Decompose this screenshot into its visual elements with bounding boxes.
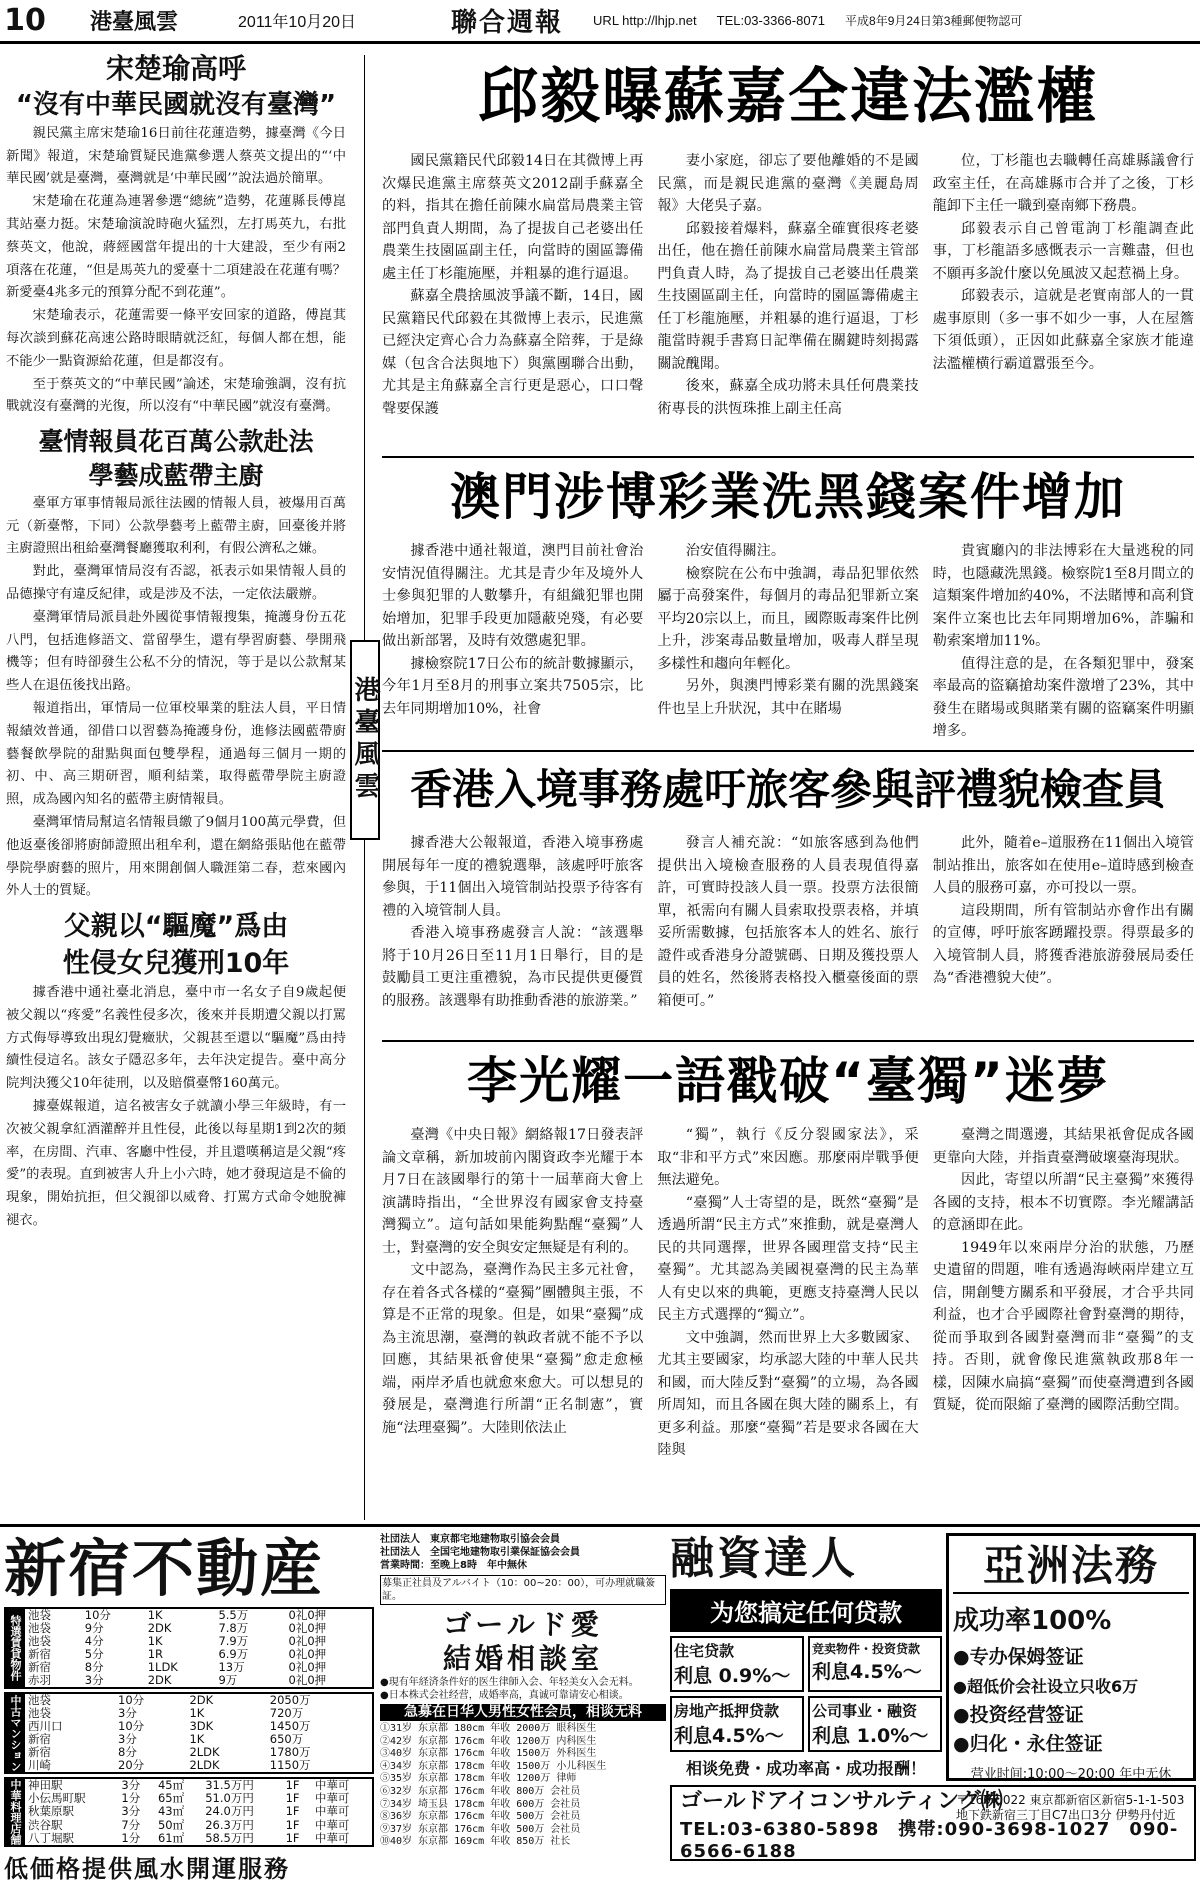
- table-cell: 0礼0押: [288, 1673, 327, 1687]
- service-item: ●归化・永住签证: [953, 1733, 1103, 1755]
- table-cell: 中華可: [314, 1804, 350, 1819]
- text-column: 發言人補充說：“如旅客感到為他們提供出入境檢查服務的人員表現值得嘉許，可實時投該人員一票。投票方法很簡單，祇需向有關人員索取投票表格，并填妥所需數據，包括旅客本人的姓名、旅行證件或香港身分證號碼、日期及獲投票人員的姓名，然後將表格投入櫃臺後面的票箱便可。”: [657, 835, 919, 1009]
- table-cell: 13万: [218, 1660, 245, 1674]
- table-cell: 1780万: [269, 1745, 311, 1759]
- table-cell: 2050万: [269, 1693, 311, 1707]
- table-cell: 9万: [218, 1673, 238, 1687]
- company-name: ゴールドアイコンサルティング㈱: [680, 1789, 1003, 1814]
- table-cell: 65㎡: [157, 1791, 185, 1806]
- table-cell: 5.5万: [218, 1608, 249, 1622]
- ad-gold-marriage[interactable]: [380, 1533, 666, 1861]
- table-cell: 小伝馬町駅: [28, 1791, 86, 1806]
- section-name: 港臺風雲: [90, 9, 179, 34]
- table-row: [5, 1819, 373, 1832]
- text-column: 臺灣《中央日報》網絡報17日發表評論文章稱，新加坡前內閣資政李光耀于本月7日在該國舉行的第十一屆華商大會上演講時指出，“全世界沒有國家會支持臺灣獨立”。這句話如果能夠點醒“臺獨”人士，對臺灣的安全與安定無疑是有利的。 文中認為，臺灣作為民主多元社會，存在着各式各樣的“臺獨”團體與主張，不算是不正常的現象。但是，如果“臺獨”成為主流思潮，臺灣的執政者就不能不予以回應，其結果祇會使果“臺獨”愈走愈極端，兩岸矛盾也就愈來愈大。可以想見的發展是，臺灣進行所謂“正名制憲”，實施“法理臺獨”。大陸則依法止: [382, 1127, 644, 1436]
- article-title: 父親以“驅魔”爲由 性侵女兒獲刑10年: [62, 911, 290, 979]
- table-cell: 0礼0押: [288, 1621, 327, 1635]
- page-number: 10: [4, 3, 46, 38]
- left-column: [6, 50, 346, 1522]
- candidate-row: ⑤35岁 东京都 178cm 年收 1200万 律师: [380, 1773, 577, 1785]
- service-item: ●专办保姆签证: [953, 1646, 1084, 1668]
- category-label: 特選賃貸物件: [5, 1608, 25, 1688]
- table-cell: 八丁堀駅: [28, 1830, 74, 1845]
- success-rate: 成功率100%: [953, 1606, 1112, 1636]
- table-cell: 中華可: [314, 1778, 350, 1793]
- table-cell: 43㎡: [157, 1804, 185, 1819]
- table-cell: 赤羽: [28, 1673, 51, 1687]
- rent-table: [4, 1607, 374, 1689]
- table-cell: 池袋: [28, 1621, 51, 1635]
- table-cell: 新宿: [28, 1647, 51, 1661]
- table-cell: 2LDK: [189, 1758, 220, 1772]
- point: ●現有年経済条件好的医生律師入会、年轻美女入会无料。: [380, 1677, 639, 1688]
- table-cell: 8分: [84, 1660, 104, 1674]
- headline: 澳門涉博彩業洗黑錢案件增加: [450, 468, 1126, 526]
- table-cell: 池袋: [28, 1634, 51, 1648]
- article-body: 據香港中通社臺北消息，臺中市一名女子自9歲起便被父親以“疼愛”名義性侵多次，後來并長期遭父親以打罵方式侮辱導致出現幻覺癥狀，父親甚至還以“驅魔”爲由持續性侵這名。該女子隱忍多年，去年決定提告。臺中高分院判決獲父10年徒刑，以及賠償臺幣160萬元。 據臺媒報道，這名被害女子就讀小學三年級時，有一次被父親拿紅酒灌醉并且性侵，此後以每星期1到2次的頻率，在房間、汽車、客廳中性侵，并且還嘆稱這是父親“疼愛”的表現。直到被害人升上小六時，她才發現這是不倫的現象，開始抗拒，但父親卻以威脅、打罵方式命令她脫褲褪衣。: [6, 984, 346, 1228]
- table-cell: 5分: [84, 1647, 104, 1661]
- table-cell: 3分: [118, 1706, 137, 1720]
- loan-sub: 为您搞定任何贷款: [670, 1589, 942, 1632]
- table-cell: 3DK: [189, 1719, 214, 1733]
- table-cell: 1450万: [269, 1719, 311, 1733]
- ad-shinjuku-realestate[interactable]: [4, 1532, 374, 1883]
- table-cell: 1K: [147, 1634, 163, 1648]
- recruit-banner: 急募在日华人男性女性会员，相谈无料: [380, 1704, 666, 1721]
- table-cell: 0礼0押: [288, 1634, 327, 1648]
- table-cell: 0礼0押: [288, 1647, 327, 1661]
- table-cell: 1LDK: [147, 1660, 178, 1674]
- service-item: ●超低价会社设立只收6万: [953, 1677, 1139, 1696]
- table-cell: 9分: [84, 1621, 104, 1635]
- assoc-line: 社団法人 東京都宅地建物取引協会会員: [380, 1534, 560, 1545]
- article-qiuyi: [382, 52, 1194, 460]
- loan-type: 房地产抵押贷款 利息4.5%～: [670, 1696, 804, 1752]
- loan-type: 住宅贷款 利息 0.9%～: [670, 1636, 804, 1692]
- divider: [382, 1040, 1194, 1042]
- table-cell: 650万: [269, 1732, 304, 1746]
- sale-table: [4, 1692, 374, 1774]
- office-table: [4, 1777, 374, 1847]
- table-cell: 1150万: [269, 1758, 311, 1772]
- table-cell: 58.5万円: [205, 1830, 254, 1845]
- article-macau: [382, 460, 1194, 740]
- table-cell: 7.9万: [218, 1634, 249, 1648]
- section-sidebar-label: 港臺風雲: [350, 640, 380, 840]
- text-column: 位，丁杉龍也去職轉任高雄縣議會行政室主任，在高雄縣市合并了之後，丁杉龍卸下主任一職到臺南鄉下務農。 邱毅表示自己曾電詢丁杉龍調查此事，丁杉龍語多感慨表示一言難盡，但也不願再多說什麼以免風波又起惹禍上身。 邱毅表示，這就是老實南部人的一貫處事原則（多一事不如少一事，人在屋簷下須低頭），正因如此蘇嘉全家族才能違法濫權横行霸道囂張至今。: [932, 153, 1194, 372]
- headline: 李光耀一語戳破“臺獨”迷夢: [467, 1052, 1109, 1110]
- loan-type: 竞卖物件・投资贷款 利息4.5%～: [808, 1636, 942, 1692]
- table-cell: 秋葉原駅: [28, 1804, 74, 1819]
- text-column: 臺灣之間選邊，其結果祇會促成各國更靠向大陸，并指責臺灣破壞臺海現狀。 因此，寄望以所謂“民主臺獨”來獲得各國的支持，根本不切實際。李光耀講話的意涵即在此。 1949年以來兩岸分治的狀態，乃歷史遺留的問題，唯有透過海峽兩岸建立互信，開創雙方關系和平發展，才合乎共同利益，也才合乎國際社會對臺灣的期待，從而爭取到各國對臺灣而非“臺獨”的支持。否則，就會像民進黨執政那8年一樣，因陳水扁搞“臺獨”而使臺灣遭到各國質疑，從而限縮了臺灣的國際活動空間。: [932, 1127, 1194, 1413]
- table-cell: 中華可: [314, 1830, 350, 1845]
- table-cell: 3分: [84, 1673, 104, 1687]
- candidate-row: ⑦34岁 埼玉县 178cm 年收 600万 会社员: [380, 1798, 581, 1810]
- hours-line: 営業時間：至晚上8時 年中無休: [380, 1560, 527, 1571]
- table-cell: 新宿: [28, 1745, 51, 1759]
- table-cell: 7.8万: [218, 1621, 249, 1635]
- text-column: 據香港中通社報道，澳門目前社會治安情況值得關注。尤其是青少年及境外人士參與犯罪的人數攀升，有組織犯罪也開始增加，犯罪手段更加隱蔽兇殘，有必要做出新部署，及時有效懲處犯罪。 據檢察院17日公布的統計數據顯示，今年1月至8月的刑事立案共7505宗，比去年同期增加10%，社會: [382, 543, 644, 717]
- table-cell: 20分: [118, 1758, 145, 1772]
- table-row: [5, 1805, 373, 1818]
- table-row: [5, 1792, 373, 1805]
- table-cell: 西川口: [28, 1719, 63, 1733]
- table-cell: 1K: [147, 1608, 163, 1622]
- table-cell: 池袋: [28, 1608, 51, 1622]
- table-cell: 1F: [285, 1817, 300, 1832]
- article-hk: [382, 754, 1194, 1034]
- company-address: 〒160-0022 東京都新宿区新宿5-1-1-503 地下鉄新宿三丁目C7出口3分 伊勢丹付近: [956, 1793, 1185, 1822]
- table-cell: 3分: [121, 1804, 141, 1819]
- phone-numbers[interactable]: TEL:03-6380-5898 携帯:090-3698-1027 090-6566-6188: [680, 1819, 1179, 1862]
- article-title: 臺情報員花百萬公款赴法 學藝成藍帶主廚: [38, 427, 314, 490]
- table-cell: 50㎡: [157, 1817, 185, 1832]
- text-column: 妻小家庭，卻忘了要他離婚的不是國民黨，而是親民進黨的臺灣《美麗島周報》大佬吳子嘉。 邱毅接着爆料，蘇嘉全確實很疼老婆出任，他在擔任前陳水扁當局農業主管部門負責人時，為了提拔自己老婆出任農業生技園區副主任，向當時的園區籌備處主任丁杉龍施壓，并粗暴的進行逼退，丁杉龍當時親手書寫日記準備在關鍵時刻揭露關說醜聞。 後來，蘇嘉全成功將未具任何農業技術專長的洪恆珠推上副主任高: [657, 153, 919, 417]
- candidate-row: ①31岁 东京都 180cm 年收 2000万 眼科医生: [380, 1723, 597, 1734]
- table-cell: 池袋: [28, 1693, 51, 1707]
- table-cell: 4分: [84, 1634, 104, 1648]
- table-cell: 10分: [118, 1719, 145, 1733]
- assoc-line: 社団法人 全国宅地建物取引業保証協会会員: [380, 1547, 580, 1558]
- site-url[interactable]: URL http://lhjp.net: [593, 13, 697, 28]
- table-cell: 7分: [121, 1817, 141, 1832]
- ad-legal[interactable]: [946, 1533, 1196, 1781]
- loan-title: 融資達人: [670, 1533, 858, 1584]
- table-cell: 61㎡: [157, 1830, 185, 1845]
- candidate-row: ③40岁 东京都 176cm 年收 1500万 外科医生: [380, 1748, 597, 1760]
- table-row: [5, 1693, 373, 1707]
- text-column: 治安值得關注。 檢察院在公布中強調，毒品犯罪依然屬于高發案件，每個月的毒品犯罪新立案平均20宗以上，而且，國際販毒案件比例上升，涉案毒品數量增加，吸毒人群呈現多樣性和趨向年輕化。 另外，與澳門博彩業有關的洗黑錢案件也呈上升狀況，其中在賭場: [657, 543, 919, 717]
- table-cell: 6.9万: [218, 1647, 249, 1661]
- table-cell: 1K: [189, 1732, 205, 1746]
- table-cell: 2DK: [189, 1693, 214, 1707]
- table-cell: 3分: [118, 1732, 137, 1746]
- category-label: 中古マンション: [5, 1693, 25, 1773]
- table-cell: 新宿: [28, 1732, 51, 1746]
- category-label: 中華料理店舗: [5, 1778, 25, 1846]
- table-cell: 中華可: [314, 1791, 350, 1806]
- text-column: 國民黨籍民代邱毅14日在其微博上再次爆民進黨主席蔡英文2012副手蘇嘉全的料，指其在擔任前陳水扁當局農業主管部門負責人期間，為了提拔自己老婆出任農業生技園區副主任，向當時的園區籌備處主任丁杉龍施壓，并粗暴的進行逼退。 蘇嘉全農捨風波爭議不斷，14日，國民黨籍民代邱毅在其微博上表示，民進黨已經決定齊心合力為蘇嘉全陪葬，于是綠媒（包含合法與地下）與黨團聯合出動，尤其是主角蘇嘉全言行更是惡心，口口聲聲要保護: [382, 153, 644, 417]
- table-cell: 26.3万円: [205, 1817, 254, 1832]
- legal-title: 亞洲法務: [953, 1540, 1189, 1594]
- table-cell: 1F: [285, 1830, 300, 1845]
- recruit-note: 募集正社員及アルバイト（10：00~20：00），可办理就職簽証。: [380, 1575, 666, 1605]
- phone: TEL:03-3366-8071: [716, 13, 826, 28]
- table-row: [5, 1759, 373, 1773]
- table-cell: 2LDK: [189, 1745, 220, 1759]
- point: ●日本株式会社经营，成婚率高，真诚可靠请安心相谈。: [380, 1690, 629, 1701]
- table-cell: 中華可: [314, 1817, 350, 1832]
- hours: 营业时间:10:00～20:00 年中无休: [970, 1767, 1172, 1782]
- table-cell: 45㎡: [157, 1778, 185, 1793]
- article-body: 親民黨主席宋楚瑜16日前往花蓮造勢，據臺灣《今日新聞》報道，宋楚瑜質疑民進黨參選人蔡英文提出的“‘中華民國’就是臺灣，臺灣就是‘中華民國’”說法過於簡單。 宋楚瑜在花蓮為連署參選“總統”造勢，花蓮縣長傅崑萁站臺力挺。宋楚瑜演說時砲火猛烈，左打馬英九，右批蔡英文，他說，蔣經國當年提出的十大建設，至少有兩2項落在花蓮，“但是馬英九的愛臺十二項建設在花蓮有嗎？新愛臺4兆多元的預算分配不到花蓮”。 宋楚瑜表示，花蓮需要一條平安回家的道路，傅崑萁每次談到蘇花高速公路時眼睛就泛紅，每個人都在想，能不能少一點資源給花蓮，但是都沒有。 至于蔡英文的“中華民國”論述，宋楚瑜強調，沒有抗戰就沒有臺灣的光復，所以沒有“中華民國”就沒有臺灣。: [6, 125, 346, 415]
- table-cell: 10分: [118, 1693, 145, 1707]
- article-body: 臺軍方軍事情報局派往法國的情報人員，被爆用百萬元（新臺幣，下同）公款學藝考上藍帶主廚，回臺後并將主廚證照出租給臺灣餐廳獲取利利，有假公濟私之嫌。 對此，臺灣軍情局沒有否認，祇表示如果情報人員的品德操守有違反紀律，或是涉及不法，一定依法嚴辦。 臺灣軍情局派員赴外國從事情報搜集，掩護身份五花八門，包括進修語文、當留學生，還有學習廚藝、學開飛機等；但有時卻發生公私不分的情況，等于是以公款幫某些人在退伍後找出路。 報道指出，軍情局一位軍校畢業的駐法人員，平日情報績效普通，卻借口以習藝為掩護身份，進修法國藍帶廚藝餐飲學院的甜點與面包雙學程，通過每三個月一期的初、中、高三期研習，順利結業，取得藍帶學院主廚證照，成為國內知名的藍帶主廚情報員。 臺灣軍情局幫這名情報員繳了9個月100萬元學費，但他返臺後卻將廚師證照出租牟利，還在網絡張貼他在藍帶學院學廚藝的照片，用來開創個人職涯第二春，惹來國內外人士的質疑。: [6, 495, 346, 899]
- advertisement-area: [0, 1524, 1200, 1883]
- candidate-row: ⑧36岁 东京都 176cm 年收 500万 会社员: [380, 1811, 581, 1823]
- table-cell: 0礼0押: [288, 1608, 327, 1622]
- candidate-row: ⑨37岁 东京都 176cm 年收 500万 会社员: [380, 1823, 581, 1835]
- table-cell: 川崎: [28, 1758, 51, 1772]
- text-column: 貴賓廳內的非法博彩在大量逃稅的同時，也隱藏洗黑錢。檢察院1至8月間立的這類案件增加約40%，不法賭博和高利貸案件立案也比去年同期增加6%，詐騙和勒索案增加11%。 值得注意的是，在各類犯罪中，發案率最高的盜竊搶劫案件激增了23%，其中發生在賭場或與賭業有關的盜竊案件明顯增多。: [932, 543, 1194, 739]
- service-item: ●投资经营签证: [953, 1704, 1084, 1726]
- ad-footer: 低価格提供風水開運服務: [4, 1855, 290, 1883]
- text-column: 此外，隨着e–道服務在11個出入境管制站推出，旅客如在使用e–道時感到檢查人員的服務可嘉，亦可投以一票。 這段期間，所有管制站亦會作出有關的宣傳，呼吁旅客踴躍投票。得票最多的入境管制人員，將獲香港旅游發展局委任為“香港禮貌大使”。: [932, 835, 1194, 986]
- table-cell: 51.0万円: [205, 1791, 254, 1806]
- candidate-row: ④34岁 东京都 178cm 年收 1500万 小儿科医生: [380, 1760, 607, 1772]
- table-row: [5, 1608, 373, 1622]
- headline: 香港入境事務處吁旅客參與評禮貌檢查員: [409, 765, 1166, 814]
- table-cell: 2DK: [147, 1621, 172, 1635]
- masthead: 聯合週報: [451, 8, 564, 38]
- text-column: “獨”，執行《反分裂國家法》，采取“非和平方式”來因應。那麼兩岸戰爭便無法避免。 “臺獨”人士寄望的是，既然“臺獨”是透過所謂“民主方式”來推動，就是臺灣人民的共同選擇，世界各國理當支持“民主臺獨”。尤其認為美國視臺灣的民主為華人有史以來的典範，更應支持臺灣人民以民主方式選擇的“獨立”。 文中強調，然而世界上大多數國家、尤其主要國家，均承認大陸的中華人民共和國，而大陸反對“臺獨”的立場，為各國所周知，而且各國在與大陸的關系上，有更多利益。那麼“臺獨”若是要求各國在大陸與: [657, 1127, 919, 1458]
- divider: [382, 750, 1194, 752]
- table-cell: 神田駅: [28, 1778, 63, 1793]
- article-title: 宋楚瑜高呼 “沒有中華民國就沒有臺灣”: [15, 52, 337, 120]
- table-cell: 1分: [121, 1791, 141, 1806]
- table-row: [5, 1832, 373, 1846]
- table-cell: 1F: [285, 1791, 300, 1806]
- marriage-title: ゴールド愛 結婚相談室: [442, 1608, 603, 1675]
- table-cell: 1R: [147, 1647, 164, 1661]
- table-row: [5, 1778, 373, 1792]
- table-row: [5, 1674, 373, 1688]
- candidate-row: ②42岁 东京都 176cm 年收 1200万 内科医生: [380, 1735, 597, 1747]
- loan-footer: 相谈免费・成功率高・成功报酬！: [685, 1759, 926, 1778]
- divider: [382, 456, 1194, 458]
- ad-gold-consulting[interactable]: [670, 1785, 1196, 1861]
- table-cell: 2DK: [147, 1673, 172, 1687]
- issue-date: 2011年10月20日: [238, 14, 357, 31]
- table-cell: 10分: [84, 1608, 111, 1622]
- page-header: [0, 0, 1200, 44]
- table-cell: 新宿: [28, 1660, 51, 1674]
- table-cell: 池袋: [28, 1706, 51, 1720]
- table-cell: 3分: [121, 1778, 141, 1793]
- candidate-row: ⑩40岁 东京都 169cm 年收 850万 社长: [380, 1836, 571, 1848]
- loan-type: 公司事业・融资 利息 1.0%～: [808, 1696, 942, 1752]
- table-cell: 31.5万円: [205, 1778, 254, 1793]
- ad-title: 新宿不動産: [4, 1532, 325, 1605]
- headline: 邱毅曝蘇嘉全違法濫權: [478, 62, 1098, 132]
- table-cell: 24.0万円: [205, 1804, 254, 1819]
- table-cell: 720万: [269, 1706, 304, 1720]
- table-cell: 0礼0押: [288, 1660, 327, 1674]
- text-column: 據香港大公報報道，香港入境事務處開展每年一度的禮貌選舉，該處呼吁旅客參與，于11個出入境管制站投票予待客有禮的入境管制人員。 香港入境事務處發言人說：“該選舉將于10月26日至11月1日舉行，目的是鼓勵員工更注重禮貌，為市民提供更優質的服務。該選舉有助推動香港的旅游業。”: [382, 835, 644, 1009]
- table-cell: 渋谷駅: [28, 1817, 63, 1832]
- candidate-row: ⑥32岁 东京都 176cm 年收 800万 会社员: [380, 1785, 581, 1797]
- postal-permit: 平成8年9月24日第3種郵便物認可: [845, 14, 1023, 28]
- table-cell: 1K: [189, 1706, 205, 1720]
- table-cell: 1F: [285, 1778, 300, 1793]
- table-cell: 8分: [118, 1745, 137, 1759]
- article-lee: [382, 1044, 1194, 1516]
- table-cell: 1F: [285, 1804, 300, 1819]
- table-cell: 1分: [121, 1830, 141, 1845]
